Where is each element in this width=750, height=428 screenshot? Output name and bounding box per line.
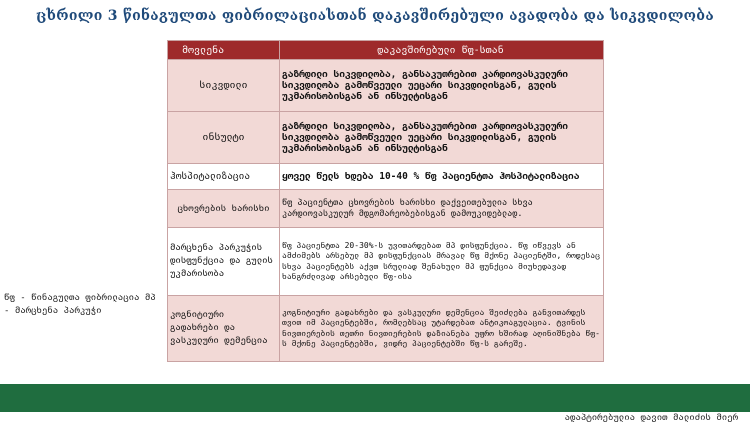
header-associated: დაკავშირებული წფ-სთან xyxy=(280,41,604,60)
table-row xyxy=(168,112,604,164)
row-event: ცხოვრების ხარისხი xyxy=(168,190,280,228)
table-row xyxy=(168,228,604,296)
table-row xyxy=(168,164,604,190)
row-assoc: კოგნიტიური გადახრები და ვასკულური დემენცია შეიძლება განვითარდეს თვით იმ პაციენტებში, რომლებსაც უტარდებათ ანტიკოაგულაცია. ტვინის ნივთიერების თეთრი ნივთიერების დაზიანება უფრო ხშირად აღინიშნება წფ-ს მქონე პაციენტებში, ვიდრე პაციენტებში წფ-ს გარეშე. xyxy=(280,296,604,362)
table-row xyxy=(168,190,604,228)
row-event: სიკვდილი xyxy=(168,60,280,112)
abbreviation-footnote: წფ - წინაგულთა ფიბრილაცია მპ - მარცხენა პარკუჭი xyxy=(4,293,156,316)
slide-title: ცხრილი 3 წინაგულთა ფიბრილაციასთან დაკავშირებული ავადობა და სიკვდილობა xyxy=(36,8,714,24)
row-assoc: გაზრდილი სიკვდილობა, განსაკუთრებით კარდიოვასკულური სიკვდილობა გამოწვეული უეცარი სიკვდილისგან, გულის უკმარისობისგან ან ინსულტისგან xyxy=(280,60,604,112)
header-event: მოვლენა xyxy=(168,41,280,60)
table-row xyxy=(168,296,604,362)
row-assoc: წფ პაციენტთა 20-30%-ს უვითარდებათ მპ დისფუნქცია. წფ იწვევს ან ამძიმებს არსებულ მპ დისფუნქციას მრავალ წფ მქონე პაციენტში, როდესაც სხვა პაციენტებს აქვთ სრულიად შენახული მპ ფუნქცია მიუხედავად ხანგრძლივად არსებული წფ-ისა xyxy=(280,228,604,296)
row-event: მარცხენა პარკუჭის დისფუნქცია და გულის უკმარისობა xyxy=(168,228,280,296)
row-event: კოგნიტიური გადახრები და ვასკულური დემენცია xyxy=(168,296,280,362)
table-header-row xyxy=(168,41,604,60)
credit-text: ადაპტირებულია დავით მალიძის მიერ xyxy=(564,413,738,423)
row-assoc: გაზრდილი სიკვდილობა, განსაკუთრებით კარდიოვასკულური სიკვდილობა გამოწვეული უეცარი სიკვდილისგან, გულის უკმარისობისგან ან ინსულტისგან xyxy=(280,112,604,164)
row-assoc: წფ პაციენტთა ცხოვრების ხარისხი დაქვეითებულია სხვა კარდიოვასკულურ მდგომარეობებისგან დამოუკიდებლად. xyxy=(280,190,604,228)
table-row xyxy=(168,60,604,112)
row-assoc: ყოველ წელს ხდება 10-40 % წფ პაციენტთა ჰოსპიტალიზაცია xyxy=(280,164,604,190)
row-event: ჰოსპიტალიზაცია xyxy=(168,164,280,190)
morbidity-mortality-table xyxy=(167,40,604,362)
row-event: ინსულტი xyxy=(168,112,280,164)
footer-bar xyxy=(0,384,750,412)
